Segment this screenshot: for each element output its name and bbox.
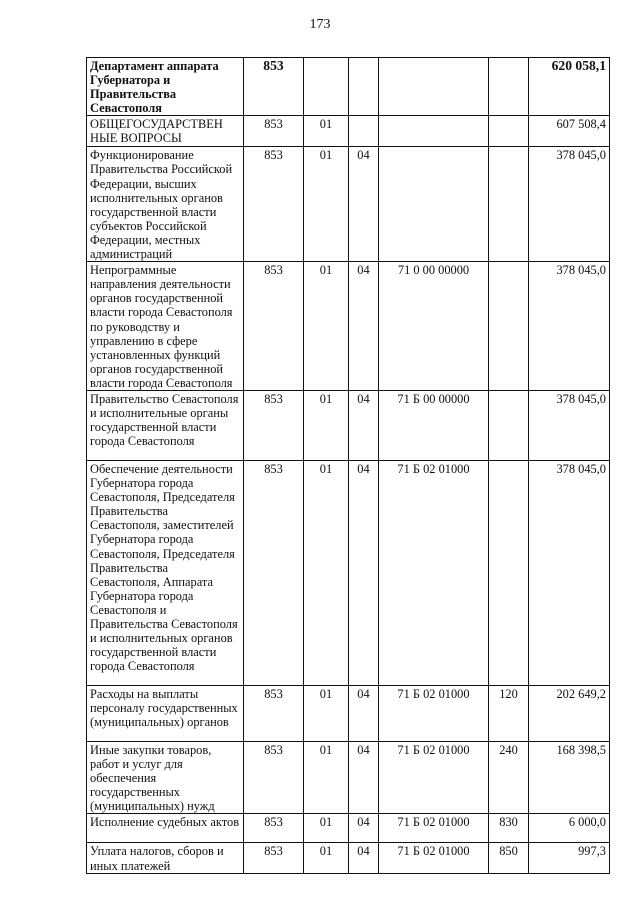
row-subsection: 04 — [349, 390, 379, 460]
row-expense-type — [489, 390, 529, 460]
row-section: 01 — [304, 741, 349, 813]
row-target-article: 71 Б 02 01000 — [379, 814, 489, 843]
row-dept-code: 853 — [244, 147, 304, 262]
row-section — [304, 58, 349, 116]
row-section: 01 — [304, 685, 349, 741]
row-expense-type — [489, 147, 529, 262]
row-amount: 378 045,0 — [529, 262, 610, 391]
row-dept-code: 853 — [244, 58, 304, 116]
row-subsection: 04 — [349, 814, 379, 843]
row-amount: 378 045,0 — [529, 460, 610, 685]
row-subsection: 04 — [349, 460, 379, 685]
row-subsection: 04 — [349, 262, 379, 391]
table-row — [87, 741, 610, 813]
row-name: ОБЩЕГОСУДАРСТВЕН НЫЕ ВОПРОСЫ — [87, 116, 244, 147]
row-section: 01 — [304, 843, 349, 873]
row-target-article: 71 Б 02 01000 — [379, 460, 489, 685]
row-dept-code: 853 — [244, 116, 304, 147]
row-name: Обеспечение деятельности Губернатора города Севастополя, Председателя Правительства Севастополя, заместителей Губернатора города Севастополя, Председателя Правительства Севастополя, Аппарата Губернатора города Севастополя и Правительства Севастополя и исполнительных органов государственной власти города Севастополя — [87, 460, 244, 685]
row-section: 01 — [304, 262, 349, 391]
row-section: 01 — [304, 390, 349, 460]
row-name: Уплата налогов, сборов и иных платежей — [87, 843, 244, 873]
table-row — [87, 843, 610, 873]
row-section: 01 — [304, 116, 349, 147]
row-target-article — [379, 147, 489, 262]
row-name: Функционирование Правительства Российской Федерации, высших исполнительных органов государственной власти субъектов Российской Федерации, местных администраций — [87, 147, 244, 262]
row-expense-type: 240 — [489, 741, 529, 813]
row-subsection: 04 — [349, 147, 379, 262]
row-dept-code: 853 — [244, 685, 304, 741]
row-name: Исполнение судебных актов — [87, 814, 244, 843]
row-name: Иные закупки товаров, работ и услуг для обеспечения государственных (муниципальных) нужд — [87, 741, 244, 813]
row-target-article: 71 Б 02 01000 — [379, 741, 489, 813]
table-row — [87, 147, 610, 262]
page-number: 173 — [309, 17, 331, 32]
row-subsection: 04 — [349, 741, 379, 813]
row-dept-code: 853 — [244, 843, 304, 873]
row-dept-code: 853 — [244, 460, 304, 685]
table-row — [87, 58, 610, 116]
row-subsection — [349, 116, 379, 147]
row-target-article: 71 Б 02 01000 — [379, 843, 489, 873]
row-expense-type: 830 — [489, 814, 529, 843]
row-subsection — [349, 58, 379, 116]
row-amount: 202 649,2 — [529, 685, 610, 741]
row-dept-code: 853 — [244, 814, 304, 843]
row-name: Непрограммные направления деятельности органов государственной власти города Севастополя по руководству и управлению в сфере установленных функций органов государственной власти города Севастополя — [87, 262, 244, 391]
row-expense-type — [489, 116, 529, 147]
table-row — [87, 262, 610, 391]
row-amount: 607 508,4 — [529, 116, 610, 147]
row-target-article: 71 Б 02 01000 — [379, 685, 489, 741]
row-section: 01 — [304, 147, 349, 262]
row-target-article: 71 Б 00 00000 — [379, 390, 489, 460]
table-row — [87, 116, 610, 147]
row-dept-code: 853 — [244, 741, 304, 813]
row-target-article — [379, 58, 489, 116]
row-expense-type — [489, 460, 529, 685]
row-amount: 620 058,1 — [529, 58, 610, 116]
row-target-article: 71 0 00 00000 — [379, 262, 489, 391]
row-name: Расходы на выплаты персоналу государственных (муниципальных) органов — [87, 685, 244, 741]
row-name: Департамент аппарата Губернатора и Правительства Севастополя — [87, 58, 244, 116]
row-amount: 378 045,0 — [529, 147, 610, 262]
row-amount: 6 000,0 — [529, 814, 610, 843]
row-name: Правительство Севастополя и исполнительные органы государственной власти города Севастополя — [87, 390, 244, 460]
row-dept-code: 853 — [244, 390, 304, 460]
row-section: 01 — [304, 460, 349, 685]
row-subsection: 04 — [349, 843, 379, 873]
row-dept-code: 853 — [244, 262, 304, 391]
row-amount: 168 398,5 — [529, 741, 610, 813]
row-subsection: 04 — [349, 685, 379, 741]
row-target-article — [379, 116, 489, 147]
row-expense-type — [489, 58, 529, 116]
table-row — [87, 460, 610, 685]
table-row — [87, 685, 610, 741]
table-row — [87, 814, 610, 843]
table-row — [87, 390, 610, 460]
row-expense-type: 120 — [489, 685, 529, 741]
row-amount: 378 045,0 — [529, 390, 610, 460]
row-section: 01 — [304, 814, 349, 843]
row-expense-type: 850 — [489, 843, 529, 873]
row-amount: 997,3 — [529, 843, 610, 873]
budget-table — [86, 57, 610, 874]
row-expense-type — [489, 262, 529, 391]
